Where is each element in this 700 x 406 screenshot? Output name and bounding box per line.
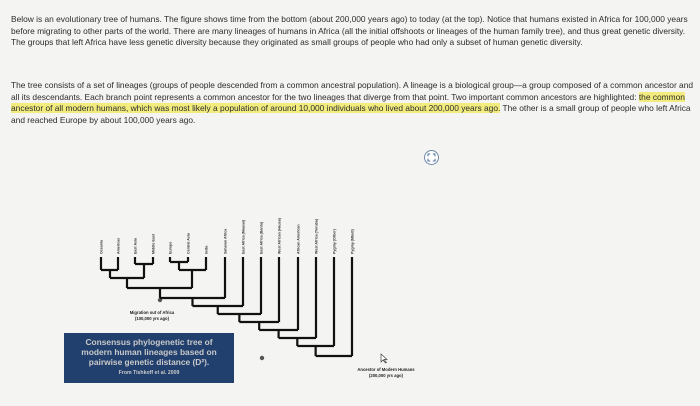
intro-paragraph: Below is an evolutionary tree of humans. The figure shows time from the bottom (about 200,000 years ago) to today (at the top). Notice that humans existed in Africa for 100,000 years before migrating to other parts of the world. There are many lineages of humans in Africa (all the initial offshoots or lineages of the human family tree), and thus great genetic diversity. The groups that left Africa have less genetic diversity because they originated as small groups of people who had only a subset of human genetic diversity. <box>11 14 688 48</box>
lineage-label: East Africa (Maasai) <box>241 219 246 254</box>
lineage-label: Oceania <box>99 240 104 254</box>
lineage-label: West African (Hausa) <box>277 218 282 254</box>
lineage-label: India <box>204 245 209 254</box>
caption-line-1: Consensus phylogenetic tree of <box>85 337 213 347</box>
migration-label: Migration out of Africa <box>129 310 175 315</box>
lineage-label: Europe <box>168 241 173 254</box>
lineage-label: Middle East <box>151 234 156 254</box>
cursor-icon <box>381 354 387 363</box>
lineage-label: Central Asia <box>186 233 191 254</box>
caption-line-3: pairwise genetic distance (D²). <box>88 357 210 367</box>
lineage-labels <box>99 217 354 254</box>
lineage-label: East Africa (Bantu) <box>259 221 264 254</box>
ancestor-label: Ancestor of Modern Humans <box>357 367 415 372</box>
lineage-label: Saharan Africa <box>223 228 228 254</box>
lineage-paragraph-part2: The other is a small group of people who left Africa and reached Europe by about 100,000 years ago. <box>11 103 691 125</box>
ancestor-time: (200,000 yrs ago) <box>369 373 403 378</box>
lineage-label: African American <box>296 224 301 254</box>
lineage-paragraph-part1: The tree consists of a set of lineages (groups of people descended from a common ancestral population). A lineage is a biological group—a group composed of a common ancestor and all its descendants. Each branch point represents a common ancestor for the two lineages that diverge from that point. Two important common ancestors are highlighted: <box>11 80 694 102</box>
highlighted-text: the common ancestor of all modern humans, which was most likely a population of around 10,000 individuals who lived about 200,000 years ago. <box>11 91 685 114</box>
lineage-label: West Africa (Yoruba) <box>314 218 319 254</box>
lineage-label: East Asia <box>133 237 138 254</box>
migration-time: (100,000 yrs ago) <box>135 316 169 321</box>
caption-credit: From Tishkoff et al. 2009 <box>118 370 180 376</box>
caption-line-2: modern human lineages based on <box>81 347 217 357</box>
ancestor-node <box>260 356 264 360</box>
lineage-label: Pygmy (Other) <box>332 229 337 254</box>
lineage-label: Pygmy (Mbuti) <box>350 229 355 254</box>
lineage-label: Americas <box>116 237 121 254</box>
